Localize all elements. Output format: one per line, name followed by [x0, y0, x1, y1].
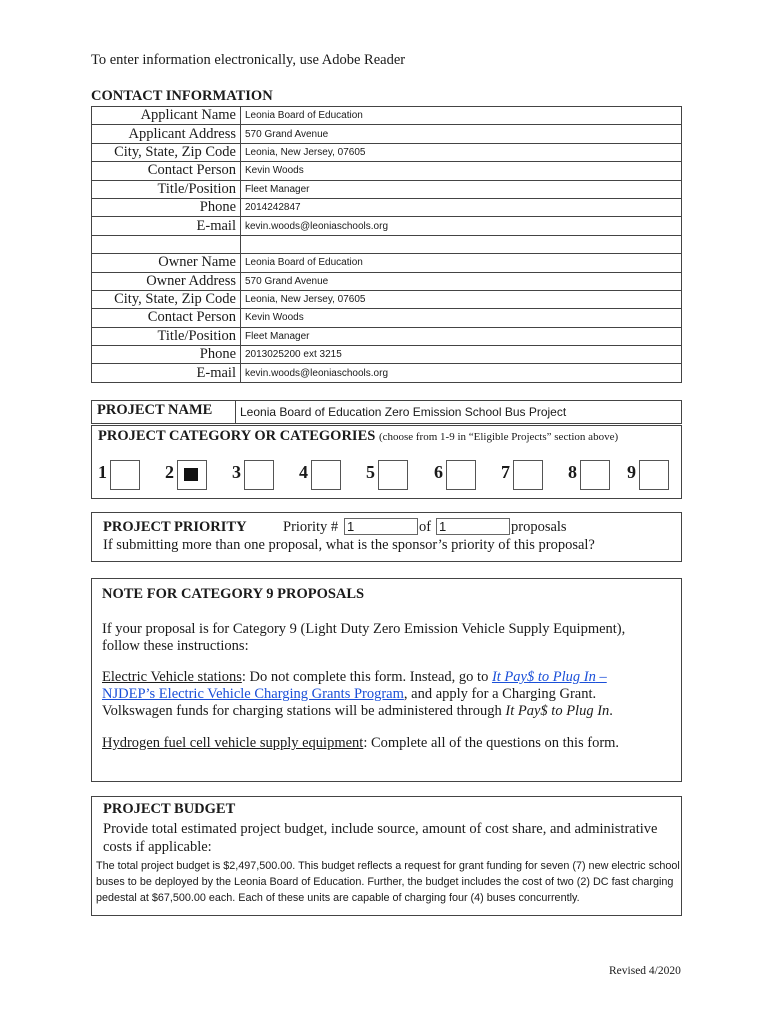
owner-contact-field[interactable]: Kevin Woods [241, 309, 682, 327]
owner-title-label: Title/Position [92, 327, 241, 345]
applicant-phone-field[interactable]: 2014242847 [241, 198, 682, 216]
table-row [92, 217, 682, 235]
applicant-name-label: Applicant Name [92, 107, 241, 125]
category-number: 1 [98, 462, 107, 482]
link-dash: – [595, 669, 607, 685]
priority-total-field[interactable]: 1 [436, 518, 510, 535]
hydrogen-label: Hydrogen fuel cell vehicle supply equipment [102, 735, 364, 751]
applicant-title-label: Title/Position [92, 180, 241, 198]
electric-vehicle-paragraph [102, 669, 662, 720]
ev-text-italic: It Pay$ to Plug In [505, 703, 610, 719]
category-checkbox-8[interactable] [580, 460, 610, 490]
owner-email-label: E-mail [92, 364, 241, 382]
owner-address-label: Owner Address [92, 272, 241, 290]
owner-address-field[interactable]: 570 Grand Avenue [241, 272, 682, 290]
owner-title-field[interactable]: Fleet Manager [241, 327, 682, 345]
spacer-field[interactable] [241, 235, 682, 253]
spacer-cell [92, 235, 241, 253]
table-row [92, 107, 682, 125]
ev-text-b: , and apply for a Charging Grant. Volkswagen funds for charging stations will be administered through [102, 686, 597, 719]
project-name-field[interactable]: Leonia Board of Education Zero Emission School Bus Project [240, 405, 567, 419]
owner-city-field[interactable]: Leonia, New Jersey, 07605 [241, 290, 682, 308]
table-row [92, 327, 682, 345]
category-number: 4 [299, 462, 308, 482]
category-number: 6 [434, 462, 443, 482]
category-checkbox-1[interactable] [110, 460, 140, 490]
project-name-divider [235, 400, 236, 423]
table-row [92, 180, 682, 198]
project-category-label [98, 428, 618, 445]
category-number: 3 [232, 462, 241, 482]
applicant-title-field[interactable]: Fleet Manager [241, 180, 682, 198]
njdep-ev-grants-link[interactable]: NJDEP’s Electric Vehicle Charging Grants Program [102, 686, 404, 702]
category-checkbox-2[interactable] [177, 460, 207, 490]
hydrogen-text: : Complete all of the questions on this form. [363, 735, 620, 751]
applicant-contact-field[interactable]: Kevin Woods [241, 162, 682, 180]
applicant-contact-label: Contact Person [92, 162, 241, 180]
intro-text: To enter information electronically, use Adobe Reader [91, 52, 406, 68]
category-number: 8 [568, 462, 577, 482]
contact-table [91, 106, 682, 383]
owner-name-field[interactable]: Leonia Board of Education [241, 254, 682, 272]
owner-name-label: Owner Name [92, 254, 241, 272]
project-priority-label: PROJECT PRIORITY [103, 519, 247, 535]
contact-heading: CONTACT INFORMATION [91, 88, 273, 104]
priority-of-label: of [419, 519, 432, 535]
category-number: 9 [627, 462, 636, 482]
project-category-title: PROJECT CATEGORY OR CATEGORIES [98, 428, 376, 444]
table-row [92, 198, 682, 216]
project-budget-field[interactable]: The total project budget is $2,497,500.00. This budget reflects a request for grant funding for seven (7) new electric school buses to be deployed by the Leonia Board of Education. Further, the budget includes the cost of two (2) DC fast charging pedestal at $67,500.00 each. Each of these units are capable of charging four (4) buses concurrently. [96, 860, 680, 904]
owner-email-field[interactable]: kevin.woods@leoniaschools.org [241, 364, 682, 382]
owner-phone-field[interactable]: 2013025200 ext 3215 [241, 346, 682, 364]
category-checkbox-7[interactable] [513, 460, 543, 490]
category-checkbox-4[interactable] [311, 460, 341, 490]
priority-question: If submitting more than one proposal, what is the sponsor’s priority of this proposal? [103, 537, 595, 553]
project-category-note: (choose from 1-9 in “Eligible Projects” section above) [378, 431, 619, 443]
priority-proposals-label: proposals [511, 519, 567, 535]
applicant-city-field[interactable]: Leonia, New Jersey, 07605 [241, 143, 682, 161]
applicant-address-label: Applicant Address [92, 125, 241, 143]
revision-date: Revised 4/2020 [609, 965, 681, 977]
owner-contact-label: Contact Person [92, 309, 241, 327]
category-checkbox-3[interactable] [244, 460, 274, 490]
applicant-address-field[interactable]: 570 Grand Avenue [241, 125, 682, 143]
priority-number-label: Priority # [283, 519, 339, 535]
owner-city-label: City, State, Zip Code [92, 290, 241, 308]
table-row [92, 143, 682, 161]
category-number: 5 [366, 462, 375, 482]
category-number: 7 [501, 462, 510, 482]
project-budget-instruction: Provide total estimated project budget, include source, amount of cost share, and administrative costs if applicable: [103, 821, 658, 855]
it-pays-link[interactable]: It Pay$ to Plug In [491, 669, 596, 685]
applicant-phone-label: Phone [92, 198, 241, 216]
ev-text-a: : Do not complete this form. Instead, go to [241, 669, 492, 685]
applicant-email-field[interactable]: kevin.woods@leoniaschools.org [241, 217, 682, 235]
project-budget-heading: PROJECT BUDGET [103, 801, 236, 817]
table-row [92, 346, 682, 364]
hydrogen-paragraph [102, 735, 662, 752]
table-row [92, 272, 682, 290]
table-row [92, 290, 682, 308]
category9-note-intro: If your proposal is for Category 9 (Light Duty Zero Emission Vehicle Supply Equipment), follow these instructions: [102, 621, 626, 654]
applicant-name-field[interactable]: Leonia Board of Education [241, 107, 682, 125]
applicant-city-label: City, State, Zip Code [92, 143, 241, 161]
table-row [92, 125, 682, 143]
category-checkbox-5[interactable] [378, 460, 408, 490]
category9-note-heading: NOTE FOR CATEGORY 9 PROPOSALS [102, 586, 365, 602]
table-row [92, 162, 682, 180]
category-number: 2 [165, 462, 174, 482]
category-checkbox-9[interactable] [639, 460, 669, 490]
category-checkbox-6[interactable] [446, 460, 476, 490]
applicant-email-label: E-mail [92, 217, 241, 235]
table-row [92, 364, 682, 382]
table-row [92, 235, 682, 253]
ev-text-end: . [609, 703, 613, 719]
electric-vehicle-label: Electric Vehicle stations [102, 669, 242, 685]
table-row [92, 309, 682, 327]
owner-phone-label: Phone [92, 346, 241, 364]
table-row [92, 254, 682, 272]
project-name-label: PROJECT NAME [97, 402, 213, 418]
priority-number-field[interactable]: 1 [344, 518, 418, 535]
